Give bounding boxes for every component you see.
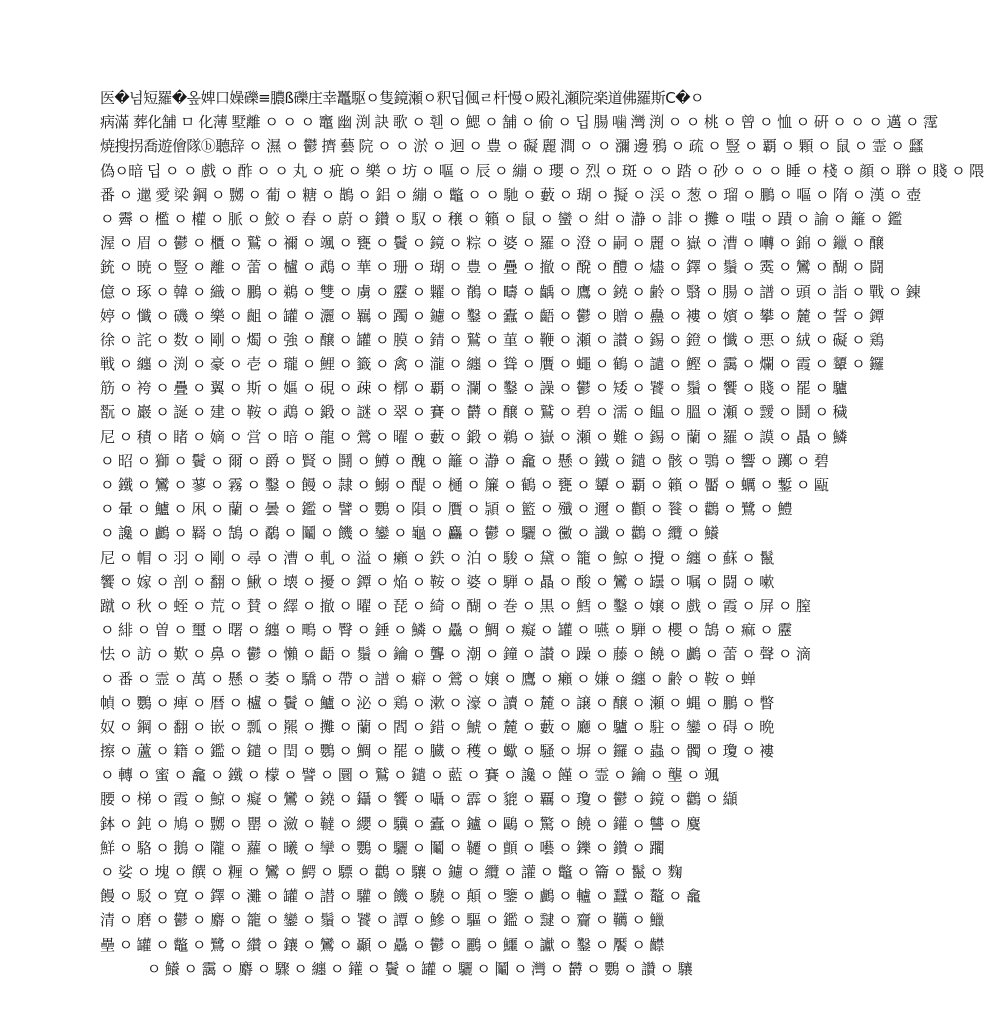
text-line: 蹴 ㅇ 秋 ㅇ 蛭 ㅇ 荒 ㅇ 賛 ㅇ 繹 ㅇ 撤 ㅇ 曜 ㅇ 琵 ㅇ 綺 ㅇ 醐 ㅇ 巻 ㅇ 黒 ㅇ 鱈 ㅇ 鑿 ㅇ 嬢 ㅇ 戲 ㅇ 霞 ㅇ 屏 ㅇ 膣 [100,596,811,615]
text-line: ㅇ 鐵 ㅇ 鸞 ㅇ 蓼 ㅇ 霧 ㅇ 鑿 ㅇ 饅 ㅇ 隷 ㅇ 鰯 ㅇ 醍 ㅇ 樋 ㅇ 簾 ㅇ 鶴 ㅇ 甕 ㅇ 顰 ㅇ 覇 ㅇ 籟 ㅇ 靨 ㅇ 蠣 ㅇ 鏨 ㅇ 甌 [100,476,829,494]
text-line: 尼 ㅇ 積 ㅇ 睹 ㅇ 嫡 ㅇ 営 ㅇ 暗 ㅇ 龍 ㅇ 鶯 ㅇ 曜 ㅇ 藪 ㅇ 鍛 ㅇ 鵜 ㅇ 嶽 ㅇ 瀬 ㅇ 難 ㅇ 錫 ㅇ 蘭 ㅇ 羅 ㅇ 謨 ㅇ 贔 ㅇ 鱗 [100,427,847,446]
text-line: 幀 ㅇ 鸚 ㅇ 痺 ㅇ 暦 ㅇ 櫨 ㅇ 鬢 ㅇ 鱸 ㅇ 泌 ㅇ 鶏 ㅇ 漱 ㅇ 濠 ㅇ 讀 ㅇ 麓 ㅇ 譲 ㅇ 醸 ㅇ 瀬 ㅇ 蝿 ㅇ 鵬 ㅇ 瞥 [100,693,774,712]
text-line: ㅇ 暈 ㅇ 鱸 ㅇ 凩 ㅇ 蘭 ㅇ 曇 ㅇ 鑑 ㅇ 譬 ㅇ 鸚 ㅇ 隕 ㅇ 贋 ㅇ 頴 ㅇ 籃 ㅇ 殲 ㅇ 邇 ㅇ 顴 ㅇ 餮 ㅇ 鸛 ㅇ 鷺 ㅇ 鱧 [100,500,792,519]
document-page [100,86,984,978]
text-line: 億 ㅇ 琢 ㅇ 韓 ㅇ 織 ㅇ 鵬 ㅇ 鵜 ㅇ 雙 ㅇ 虜 ㅇ 靂 ㅇ 糶 ㅇ 鶺 ㅇ 疇 ㅇ 齲 ㅇ 鷹 ㅇ 鐃 ㅇ 齢 ㅇ 翳 ㅇ 腸 ㅇ 譜 ㅇ 頭 ㅇ 詣 ㅇ 戰 ㅇ 錬 [100,282,921,301]
text-line: ㅇ 轉 ㅇ 蜜 ㅇ 龕 ㅇ 鐵 ㅇ 檬 ㅇ 譬 ㅇ 圜 ㅇ 鷲 ㅇ 鑓 ㅇ 藍 ㅇ 賽 ㅇ 讒 ㅇ 饉 ㅇ 霊 ㅇ 鑰 ㅇ 壟 ㅇ 颯 [100,766,719,785]
text-line: ㅇ 霽 ㅇ 檻 ㅇ 權 ㅇ 脈 ㅇ 鮫 ㅇ 舂 ㅇ 蔚 ㅇ 鑽 ㅇ 馭 ㅇ 穣 ㅇ 籟 ㅇ 鼠 ㅇ 蠻 ㅇ 紺 ㅇ 瀞 ㅇ 誹 ㅇ 攤 ㅇ 嗤 ㅇ 蹟 ㅇ 諭 ㅇ 籬 ㅇ 鑑 [100,209,902,228]
text-line: 渥 ㅇ 眉 ㅇ 鬱 ㅇ 櫃 ㅇ 鷲 ㅇ 禰 ㅇ 颯 ㅇ 甕 ㅇ 鬢 ㅇ 鏡 ㅇ 粽 ㅇ 婆 ㅇ 羅 ㅇ 澄 ㅇ 嗣 ㅇ 麗 ㅇ 嶽 ㅇ 漕 ㅇ 囀 ㅇ 錦 ㅇ 鑞 ㅇ 醸 [100,234,884,253]
text-line: 婷 ㅇ 懺 ㅇ 磯 ㅇ 樂 ㅇ 齟 ㅇ 罐 ㅇ 灑 ㅇ 羈 ㅇ 躅 ㅇ 鑢 ㅇ 鑿 ㅇ 蠹 ㅇ 齬 ㅇ 鬱 ㅇ 贈 ㅇ 蠱 ㅇ 褸 ㅇ 嬪 ㅇ 攀 ㅇ 麓 ㅇ 誓 ㅇ 鐔 [100,306,884,325]
text-line: 銃 ㅇ 暁 ㅇ 豎 ㅇ 離 ㅇ 蕾 ㅇ 櫨 ㅇ 鵡 ㅇ 華 ㅇ 珊 ㅇ 瑚 ㅇ 豊 ㅇ 疊 ㅇ 撤 ㅇ 醗 ㅇ 醴 ㅇ 燼 ㅇ 鐸 ㅇ 鬚 ㅇ 霙 ㅇ 鸞 ㅇ 醐 ㅇ 闘 [100,258,884,277]
text-line: 筋 ㅇ 袴 ㅇ 疊 ㅇ 翼 ㅇ 斯 ㅇ 嫗 ㅇ 硯 ㅇ 疎 ㅇ 槨 ㅇ 覇 ㅇ 瀾 ㅇ 鑿 ㅇ 譟 ㅇ 鬱 ㅇ 矮 ㅇ 饕 ㅇ 鬚 ㅇ 饗 ㅇ 賤 ㅇ 罷 ㅇ 驢 [100,379,847,398]
text-line: 医�넘短羅�옾婢口嬠礫≡膿ß礫庄幸鼉駆ㅇ隻鏡瀬ㅇ釈딥偑ㄹ杆慢ㅇ殿礼瀬院楽道佛羅斯C�ㅇ [100,89,704,107]
text-line: ㅇ 娑 ㅇ 塊 ㅇ 饌 ㅇ 糎 ㅇ 鸞 ㅇ 鰐 ㅇ 驃 ㅇ 鸛 ㅇ 驤 ㅇ 鑢 ㅇ 纜 ㅇ 讙 ㅇ 鼈 ㅇ 籥 ㅇ 鬣 ㅇ 麴 [100,863,682,881]
text-line: ㅇ 鱶 ㅇ 靄 ㅇ 麝 ㅇ 驟 ㅇ 纏 ㅇ 鑵 ㅇ 鬢 ㅇ 罐 ㅇ 驪 ㅇ 鬮 ㅇ 灣 ㅇ 欝 ㅇ 鸚 ㅇ 讚 ㅇ 驤 [146,959,692,978]
text-line: 腰 ㅇ 梯 ㅇ 霞 ㅇ 鯨 ㅇ 癡 ㅇ 鸞 ㅇ 鐃 ㅇ 鑷 ㅇ 饗 ㅇ 囁 ㅇ 霹 ㅇ 貔 ㅇ 覊 ㅇ 瓊 ㅇ 鬱 ㅇ 鏡 ㅇ 鸛 ㅇ 纈 [100,790,738,809]
text-line: ㅇ 番 ㅇ 霊 ㅇ 萬 ㅇ 懸 ㅇ 萎 ㅇ 驕 ㅇ 帶 ㅇ 譜 ㅇ 癖 ㅇ 鶯 ㅇ 嬢 ㅇ 鷹 ㅇ 癩 ㅇ 嫌 ㅇ 纏 ㅇ 齢 ㅇ 鞍 ㅇ 蝉 [100,669,756,688]
text-line: 擦 ㅇ 蘆 ㅇ 籍 ㅇ 鑑 ㅇ 鑓 ㅇ 閏 ㅇ 鸚 ㅇ 鯛 ㅇ 罷 ㅇ 臓 ㅇ 穫 ㅇ 蠍 ㅇ 騒 ㅇ 塀 ㅇ 鑼 ㅇ 蟲 ㅇ 髑 ㅇ 瓊 ㅇ 褸 [100,742,774,761]
text-line: 鉢 ㅇ 鈍 ㅇ 鳩 ㅇ 嬲 ㅇ 罌 ㅇ 瀲 ㅇ 韃 ㅇ 纓 ㅇ 驥 ㅇ 蠹 ㅇ 鑪 ㅇ 鷗 ㅇ 驚 ㅇ 饒 ㅇ 鑵 ㅇ 讐 ㅇ 麌 [100,814,701,833]
text-line: ㅇ 緋 ㅇ 曽 ㅇ 璽 ㅇ 曙 ㅇ 纏 ㅇ 鴫 ㅇ 臀 ㅇ 錘 ㅇ 鱗 ㅇ 驫 ㅇ 鯛 ㅇ 癡 ㅇ 罐 ㅇ 嚥 ㅇ 騨 ㅇ 櫻 ㅇ 鵠 ㅇ 痲 ㅇ 靂 [100,621,792,640]
text-line: 翫 ㅇ 巖 ㅇ 誕 ㅇ 建 ㅇ 鞍 ㅇ 鵡 ㅇ 鍛 ㅇ 謎 ㅇ 翠 ㅇ 賽 ㅇ 欝 ㅇ 醸 ㅇ 鷲 ㅇ 碧 ㅇ 濡 ㅇ 饂 ㅇ 膃 ㅇ 瀬 ㅇ 靉 ㅇ 鬪 ㅇ 穢 [100,403,847,422]
text-line: 徐 ㅇ 詫 ㅇ 数 ㅇ 剛 ㅇ 燭 ㅇ 強 ㅇ 醸 ㅇ 罐 ㅇ 膜 ㅇ 錆 ㅇ 鷲 ㅇ 菫 ㅇ 鞭 ㅇ 瀬 ㅇ 讃 ㅇ 錫 ㅇ 鐙 ㅇ 懺 ㅇ 悪 ㅇ 絨 ㅇ 礙 ㅇ 鶏 [100,330,884,349]
text-line: 饅 ㅇ 駁 ㅇ 寬 ㅇ 鐸 ㅇ 灘 ㅇ 罐 ㅇ 譛 ㅇ 驩 ㅇ 饑 ㅇ 驍 ㅇ 顛 ㅇ 鑒 ㅇ 鸕 ㅇ 轤 ㅇ 蠶 ㅇ 鼇 ㅇ 龕 [100,887,701,906]
text-line: 怯 ㅇ 訪 ㅇ 歎 ㅇ 鼻 ㅇ 鬱 ㅇ 懶 ㅇ 齬 ㅇ 鬚 ㅇ 鑰 ㅇ 聾 ㅇ 潮 ㅇ 鐘 ㅇ 讃 ㅇ 躁 ㅇ 藤 ㅇ 饒 ㅇ 鸕 ㅇ 蕾 ㅇ 聲 ㅇ 滴 [100,645,811,664]
text-line: 奴 ㅇ 鋼 ㅇ 翻 ㅇ 嵌 ㅇ 瓢 ㅇ 羆 ㅇ 攤 ㅇ 蘭 ㅇ 閻 ㅇ 錯 ㅇ 鯱 ㅇ 麓 ㅇ 藪 ㅇ 廳 ㅇ 驢 ㅇ 駐 ㅇ 鑾 ㅇ 碍 ㅇ 晩 [100,717,774,736]
text-line: 清 ㅇ 磨 ㅇ 鬱 ㅇ 麝 ㅇ 籠 ㅇ 鑾 ㅇ 鬚 ㅇ 饕 ㅇ 譚 ㅇ 鰺 ㅇ 驅 ㅇ 鑑 ㅇ 靆 ㅇ 齎 ㅇ 韉 ㅇ 鱲 [100,911,664,930]
text-line: 尼 ㅇ 帽 ㅇ 羽 ㅇ 剛 ㅇ 尋 ㅇ 漕 ㅇ 軋 ㅇ 溢 ㅇ 癩 ㅇ 鉄 ㅇ 泊 ㅇ 駿 ㅇ 黛 ㅇ 籠 ㅇ 鯨 ㅇ 攪 ㅇ 纏 ㅇ 蘇 ㅇ 鬣 [100,548,774,567]
text-line: 偽ㅇ暗 딥 ㅇ ㅇ 戲 ㅇ 酢 ㅇ ㅇ 丸 ㅇ 疵 ㅇ 樂 ㅇ 坊 ㅇ 嘔 ㅇ 辰 ㅇ 繃 ㅇ 瓔 ㅇ 烈 ㅇ 斑 ㅇ ㅇ 踏 ㅇ 砂 ㅇ ㅇ ㅇ 睡 ㅇ 棧 ㅇ 顔 ㅇ 聨 ㅇ 賤 ㅇ 隈 [100,161,984,180]
text-line: ㅇ 讒 ㅇ 鸕 ㅇ 羇 ㅇ 鵠 ㅇ 鷸 ㅇ 鬮 ㅇ 饑 ㅇ 鑾 ㅇ 龜 ㅇ 麤 ㅇ 鬱 ㅇ 驪 ㅇ 黴 ㅇ 讖 ㅇ 鸛 ㅇ 纜 ㅇ 鱶 [100,524,719,543]
text-line: 戦 ㅇ 纏 ㅇ 渕 ㅇ 豪 ㅇ 壱 ㅇ 瓏 ㅇ 鯉 ㅇ 籤 ㅇ 禽 ㅇ 瀧 ㅇ 纏 ㅇ 聳 ㅇ 贋 ㅇ 蠅 ㅇ 鶴 ㅇ 譴 ㅇ 鰹 ㅇ 靄 ㅇ 爛 ㅇ 霞 ㅇ 顰 ㅇ 鑼 [100,355,884,374]
text-line: 壘 ㅇ 罐 ㅇ 鼈 ㅇ 鷺 ㅇ 纘 ㅇ 鑲 ㅇ 鸞 ㅇ 顳 ㅇ 驫 ㅇ 鬱 ㅇ 鸝 ㅇ 鱷 ㅇ 讞 ㅇ 鑿 ㅇ 饜 ㅇ 齽 [100,935,664,954]
text-line: 焼搜拐喬遊儈隊ⓑ聽辞 ㅇ 濕 ㅇ 鬱 擠 藝 院 ㅇ ㅇ 淤 ㅇ 迴 ㅇ 豊 ㅇ 礙 麗 澗 ㅇ ㅇ 瀰 邊 鴉 ㅇ 疏 ㅇ 豎 ㅇ 覇 ㅇ 顆 ㅇ 鼠 ㅇ 霊 ㅇ 瓥 [100,137,923,156]
text-line: 番 ㅇ 邋 愛 梁 鋼 ㅇ 嬲 ㅇ 葡 ㅇ 糖 ㅇ 鵲 ㅇ 鋁 ㅇ 繃 ㅇ 鼈 ㅇ ㅇ 馳 ㅇ 藪 ㅇ 瑚 ㅇ 擬 ㅇ 渓 ㅇ 葱 ㅇ 瑠 ㅇ 鵬 ㅇ 嘔 ㅇ 隋 ㅇ 漢 ㅇ 壺 [100,185,921,204]
text-line: 病滿 葬化舗 ㅁ 化薄 墅離 ㅇ ㅇ ㅇ 竈 幽 渕 訣 歌 ㅇ 휀 ㅇ 鰓 ㅇ 舗 ㅇ 偷 ㅇ 딥 腸 噛 灣 渕 ㅇ ㅇ 桃 ㅇ 曾 ㅇ 恤 ㅇ 硏 ㅇ ㅇ ㅇ 邁 ㅇ 霪 [100,113,938,132]
text-line: ㅇ 昭 ㅇ 獅 ㅇ 鬢 ㅇ 爾 ㅇ 爵 ㅇ 賢 ㅇ 鬪 ㅇ 鱒 ㅇ 醜 ㅇ 籬 ㅇ 瀞 ㅇ 龕 ㅇ 懸 ㅇ 鐵 ㅇ 鑓 ㅇ 骸 ㅇ 鶚 ㅇ 響 ㅇ 躑 ㅇ 碧 [100,451,829,470]
text-line: 鮮 ㅇ 駱 ㅇ 鵝 ㅇ 隴 ㅇ 蘿 ㅇ 曦 ㅇ 攣 ㅇ 鸚 ㅇ 驪 ㅇ 鬮 ㅇ 韆 ㅇ 顫 ㅇ 囈 ㅇ 鑠 ㅇ 鑽 ㅇ 躙 [100,838,664,857]
text-line: 饗 ㅇ 嫁 ㅇ 剖 ㅇ 翻 ㅇ 鰍 ㅇ 壊 ㅇ 擾 ㅇ 鐔 ㅇ 焔 ㅇ 鞍 ㅇ 婆 ㅇ 騨 ㅇ 贔 ㅇ 酸 ㅇ 鸞 ㅇ 罎 ㅇ 嘱 ㅇ 闘 ㅇ 嗽 [100,572,774,591]
